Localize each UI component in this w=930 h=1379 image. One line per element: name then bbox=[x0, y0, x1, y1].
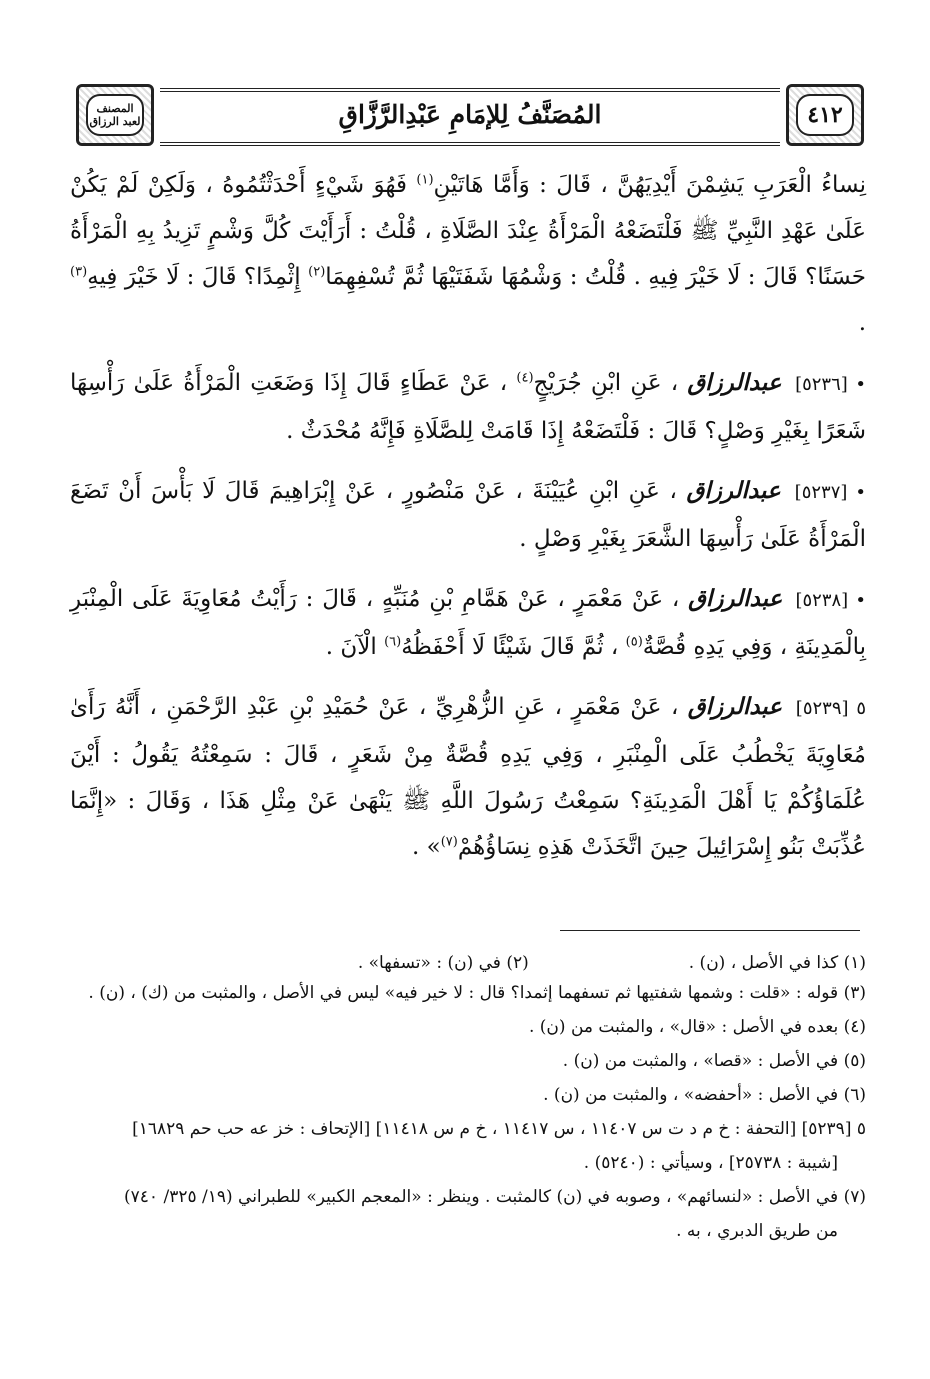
text-segment: نِساءُ الْعَرَبِ يَشِمْنَ أَيْدِيَهُنَّ ، قَالَ : وَأَمَّا هَاتَيْنِ bbox=[433, 172, 866, 198]
footnote-7-continued: من طريق الدبري ، به . bbox=[676, 1221, 838, 1241]
footnote-ref: (٥) bbox=[625, 634, 643, 650]
page-number: ٤١٢ bbox=[796, 94, 854, 136]
book-emblem-text: المصنف لعبد الرزاق bbox=[86, 94, 144, 136]
text-segment: ، ثُمَّ قَالَ شَيْئًا لَا أَحْفَظُهُ bbox=[401, 634, 626, 660]
footnote-row-1-2 bbox=[70, 948, 866, 978]
footnote-3: (٣) قوله : «قلت : وشمها شفتيها ثم تسفهما إثمدا؟ قال : لا خير فيه» ليس في الأصل ، والمثبت من (ك) ، (ن) . bbox=[88, 983, 866, 1003]
footnotes bbox=[70, 948, 866, 1250]
footnote-ref: (٦) bbox=[384, 634, 402, 650]
text-segment: ، عَنْ مَعْمَرٍ ، عَنْ هَمَّامِ بْنِ مُنَبِّهٍ ، قَالَ : رَأَيْتُ مُعَاوِيَةَ عَلَى الْمِنْبَرِ بِالْمَدِينَةِ ، وَفِي يَدِهِ قُصَّةٌ bbox=[70, 586, 866, 660]
text-segment: الْآنَ . bbox=[325, 634, 385, 660]
footnote-divider bbox=[560, 930, 860, 931]
text-segment: ، عَنْ مَعْمَرٍ ، عَنِ الزُّهْرِيِّ ، عَنْ حُمَيْدِ بْنِ عَبْدِ الرَّحْمَنِ ، أَنَّهُ رَأَىٰ مُعَاوِيَةَ يَخْطُبُ عَلَى الْمِنْبَرِ ، وَفِي يَدِهِ قُصَّةٌ مِنْ شَعَرٍ ، قَالَ : سَمِعْتُهُ يَقُولُ : أَيْنَ عُلَمَاؤُكُمْ يَا أَهْلَ الْمَدِينَةِ؟ سَمِعْتُ رَسُولَ اللَّهِ ﷺ يَنْهَىٰ عَنْ مِثْلِ هَذَا ، وَقَالَ : «إِنَّمَا عُذِّبَتْ بَنُو إِسْرَائِيلَ حِينَ اتَّخَذَتْ هَذِهِ نِسَاؤُهُمْ bbox=[70, 694, 866, 860]
text-segment: . bbox=[858, 310, 866, 336]
takhrij-5239: ٥ [٥٢٣٩] [التحفة : خ م د ت س ١١٤٠٧ ، س ١١٤١٧ ، خ م س ١١٤١٨] [الإتحاف : خز عه حب حم ١٦٨٢٩] bbox=[132, 1119, 866, 1139]
author-name: عبدالرزاق bbox=[688, 585, 783, 612]
footnote-ref: (٢) bbox=[308, 264, 326, 280]
page-header bbox=[76, 84, 864, 154]
hadith-number: • [٥٢٣٨] bbox=[788, 590, 866, 611]
takhrij-5239-continued: [شيبة : ٢٥٧٣٨] ، وسيأتي : (٥٢٤٠) . bbox=[583, 1153, 838, 1173]
footnote-1: (١) كذا في الأصل ، (ن) . bbox=[688, 953, 866, 973]
author-name: عبدالرزاق bbox=[687, 693, 782, 720]
footnote-4: (٤) بعده في الأصل : «قال» ، والمثبت من (ن) . bbox=[528, 1017, 866, 1037]
text-segment: فَهُوَ شَيْءٍ أَحْدَثْتُمُوهُ ، وَلَكِنْ لَمْ يَكُنْ عَلَىٰ عَهْدِ النَّبِيِّ ﷺ فَلْتَضَعْهُ الْمَرْأَةُ عِنْدَ الصَّلَاةِ ، قُلْتُ : أَرَأَيْتَ كُلَّ وَشْمٍ تَزِيدُ بِهِ الْمَرْأَةُ حَسَنًا؟ قَالَ : لَا خَيْرَ فِيهِ . قُلْتُ : وَشْمُهَا شَفَتَيْهَا ثُمَّ تُسْفِهِمَا bbox=[70, 172, 866, 290]
page-number-badge bbox=[786, 84, 864, 146]
text-segment: إِثْمِدًا؟ قَالَ : لَا خَيْرَ فِيهِ bbox=[87, 264, 309, 290]
hadith-5238 bbox=[70, 576, 866, 670]
hadith-number: ٥ [٥٢٣٩] bbox=[787, 698, 867, 719]
footnote-ref: (٣) bbox=[70, 264, 88, 280]
footnote-7: (٧) في الأصل : «لنسائهم» ، وصوبه في (ن) كالمثبت . وينظر : «المعجم الكبير» للطبراني (١٩/ ٣٢٥/ ٧٤٠) bbox=[124, 1187, 866, 1207]
main-text bbox=[70, 162, 866, 884]
hadith-number: • [٥٢٣٧] bbox=[786, 482, 866, 503]
hadith-5239 bbox=[70, 684, 866, 870]
footnote-6: (٦) في الأصل : «أحفضه» ، والمثبت من (ن) . bbox=[543, 1085, 866, 1105]
footnote-ref: (٧) bbox=[440, 834, 458, 850]
footnote-2: (٢) في (ن) : «تسفها» . bbox=[357, 953, 529, 973]
hadith-5236 bbox=[70, 360, 866, 454]
text-segment: » . bbox=[412, 834, 441, 860]
text-segment: ، عَنِ ابْنِ جُرَيْجٍ bbox=[533, 370, 688, 396]
text-segment: ، عَنِ ابْنِ عُيَيْنَةَ ، عَنْ مَنْصُورٍ ، عَنْ إِبْرَاهِيمَ قَالَ لَا بَأْسَ أَنْ تَضَعَ الْمَرْأَةُ عَلَىٰ رَأْسِهَا الشَّعَرَ بِغَيْرِ وَصْلٍ . bbox=[70, 478, 866, 552]
footnote-ref: (١) bbox=[416, 172, 434, 188]
author-name: عبدالرزاق bbox=[687, 369, 782, 396]
header-frame bbox=[160, 88, 780, 146]
paragraph-continuation bbox=[70, 162, 866, 346]
hadith-5237 bbox=[70, 468, 866, 562]
footnote-ref: (٤) bbox=[516, 370, 534, 386]
text-segment: ، عَنْ عَطَاءٍ قَالَ إِذَا وَضَعَتِ الْمَرْأَةُ عَلَىٰ رَأْسِهَا شَعَرًا بِغَيْرِ وَصْلٍ؟ قَالَ : فَلْتَضَعْهُ إِذَا قَامَتْ لِلصَّلَاةِ فَإِنَّهُ مُحْدَثٌ . bbox=[70, 370, 866, 444]
author-name: عبدالرزاق bbox=[686, 477, 781, 504]
footnote-5: (٥) في الأصل : «قصا» ، والمثبت من (ن) . bbox=[562, 1051, 866, 1071]
book-title: المُصَنَّفُ لِلإمَامِ عَبْدِالرَّزَّاقِ bbox=[338, 100, 602, 129]
book-emblem-badge bbox=[76, 84, 154, 146]
hadith-number: • [٥٢٣٦] bbox=[787, 374, 866, 395]
